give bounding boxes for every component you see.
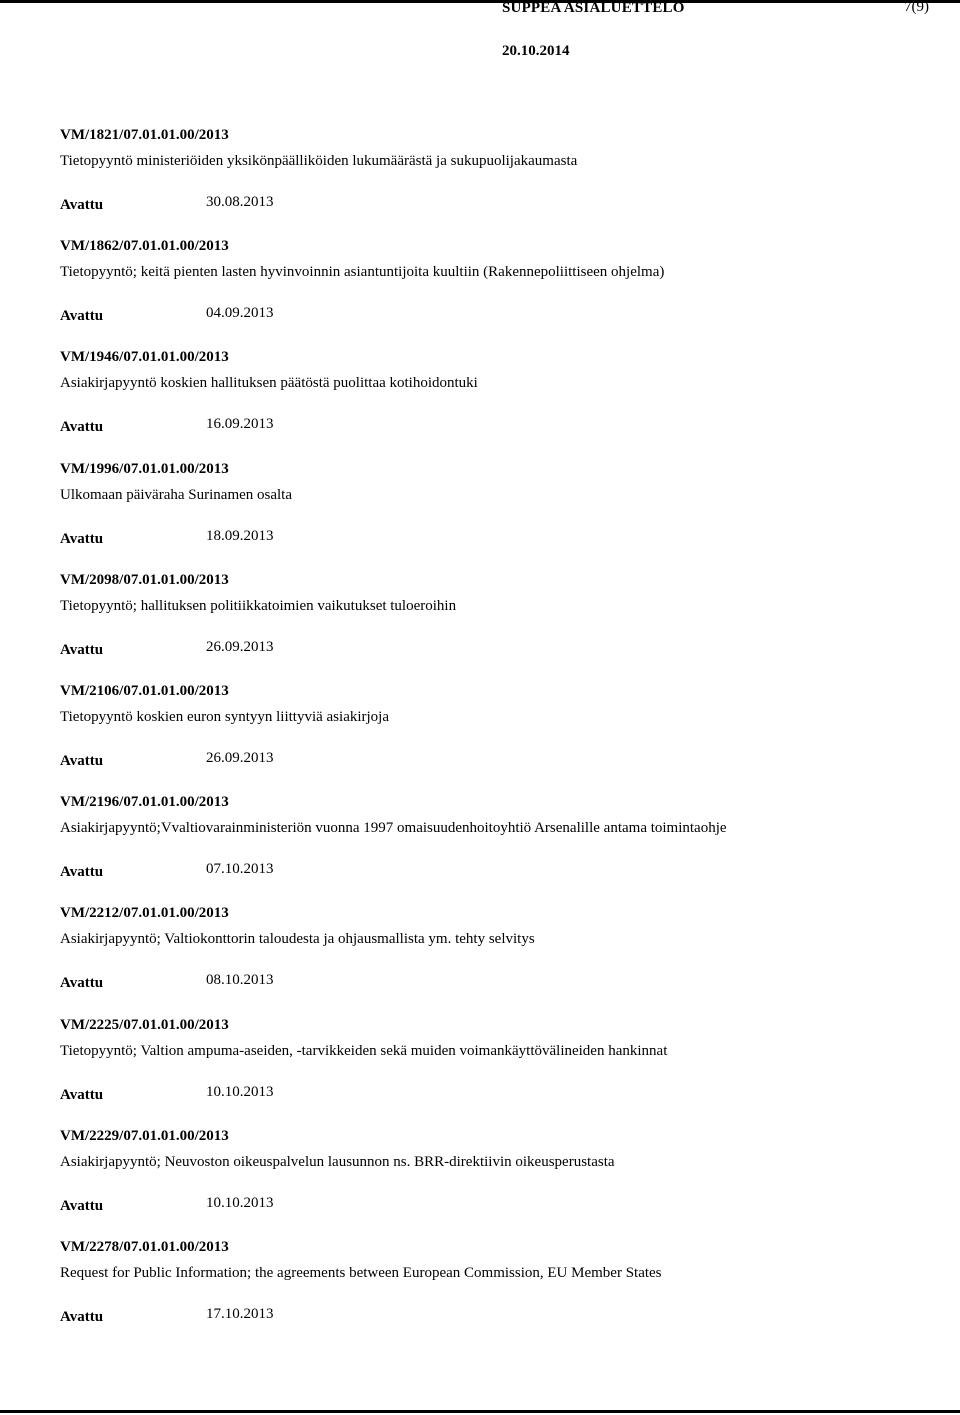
list-item <box>60 460 940 571</box>
entry-opened-date: 26.09.2013 <box>206 638 274 655</box>
entry-list <box>60 126 940 1349</box>
entry-opened-date: 08.10.2013 <box>206 972 274 989</box>
entry-opened-label: Avattu <box>60 864 104 881</box>
entry-opened-label: Avattu <box>60 530 104 547</box>
entry-subject: Request for Public Information; the agreements between European Commission, EU Member States <box>60 1264 662 1281</box>
entry-id: VM/2225/07.01.01.00/2013 <box>60 1016 229 1033</box>
list-item <box>60 126 940 237</box>
entry-opened-label: Avattu <box>60 1086 104 1103</box>
entry-subject: Asiakirjapyyntö; Neuvoston oikeuspalvelun lausunnon ns. BRR-direktiivin oikeusperustasta <box>60 1153 615 1170</box>
list-item <box>60 682 940 793</box>
entry-subject: Asiakirjapyyntö;Vvaltiovarainministeriön vuonna 1997 omaisuudenhoitoyhtiö Arsenalille antama toimintaohje <box>60 820 727 837</box>
entry-opened-date: 17.10.2013 <box>206 1305 274 1322</box>
list-item <box>60 348 940 459</box>
document-title: SUPPEA ASIALUETTELO <box>502 0 685 16</box>
list-item <box>60 793 940 904</box>
entry-opened-label: Avattu <box>60 1308 104 1325</box>
entry-opened-label: Avattu <box>60 975 104 992</box>
document-date: 20.10.2014 <box>502 43 570 59</box>
entry-opened-date: 10.10.2013 <box>206 1194 274 1211</box>
entry-id: VM/1862/07.01.01.00/2013 <box>60 238 229 255</box>
entry-id: VM/2106/07.01.01.00/2013 <box>60 682 229 699</box>
entry-id: VM/2196/07.01.01.00/2013 <box>60 794 229 811</box>
entry-opened-date: 04.09.2013 <box>206 305 274 322</box>
bottom-rule <box>0 1410 960 1413</box>
entry-subject: Ulkomaan päiväraha Surinamen osalta <box>60 486 293 503</box>
entry-subject: Asiakirjapyyntö koskien hallituksen päätöstä puolittaa kotihoidontuki <box>60 375 478 392</box>
list-item <box>60 1127 940 1238</box>
entry-opened-date: 16.09.2013 <box>206 416 274 433</box>
list-item <box>60 904 940 1015</box>
entry-opened-label: Avattu <box>60 641 104 658</box>
entry-id: VM/2229/07.01.01.00/2013 <box>60 1127 229 1144</box>
entry-subject: Tietopyyntö; keitä pienten lasten hyvinvoinnin asiantuntijoita kuultiin (Rakennepoliittiseen ohjelma) <box>60 264 665 281</box>
entry-opened-label: Avattu <box>60 308 104 325</box>
list-item <box>60 1238 940 1349</box>
entry-opened-date: 26.09.2013 <box>206 749 274 766</box>
page-number: 7(9) <box>904 0 929 15</box>
list-item <box>60 571 940 682</box>
entry-subject: Asiakirjapyyntö; Valtiokonttorin taloudesta ja ohjausmallista ym. tehty selvitys <box>60 931 535 948</box>
entry-subject: Tietopyyntö ministeriöiden yksikönpäälliköiden lukumäärästä ja sukupuolijakaumasta <box>60 153 578 169</box>
entry-subject: Tietopyyntö; hallituksen politiikkatoimien vaikutukset tuloeroihin <box>60 597 457 614</box>
entry-id: VM/2278/07.01.01.00/2013 <box>60 1238 229 1255</box>
list-item <box>60 1016 940 1127</box>
entry-id: VM/2098/07.01.01.00/2013 <box>60 571 229 588</box>
entry-opened-label: Avattu <box>60 197 104 213</box>
list-item <box>60 237 940 348</box>
entry-id: VM/2212/07.01.01.00/2013 <box>60 905 229 922</box>
entry-id: VM/1996/07.01.01.00/2013 <box>60 460 229 477</box>
entry-opened-label: Avattu <box>60 419 104 436</box>
entry-subject: Tietopyyntö koskien euron syntyyn liittyviä asiakirjoja <box>60 708 390 725</box>
entry-opened-label: Avattu <box>60 752 104 769</box>
entry-opened-date: 18.09.2013 <box>206 527 274 544</box>
entry-id: VM/1946/07.01.01.00/2013 <box>60 349 229 366</box>
entry-opened-date: 10.10.2013 <box>206 1083 274 1100</box>
entry-id: VM/1821/07.01.01.00/2013 <box>60 127 229 143</box>
entry-opened-date: 07.10.2013 <box>206 861 274 878</box>
top-rule <box>0 0 960 3</box>
entry-subject: Tietopyyntö; Valtion ampuma-aseiden, -tarvikkeiden sekä muiden voimankäyttövälineiden hankinnat <box>60 1042 668 1059</box>
entry-opened-label: Avattu <box>60 1197 104 1214</box>
entry-opened-date: 30.08.2013 <box>206 194 274 210</box>
